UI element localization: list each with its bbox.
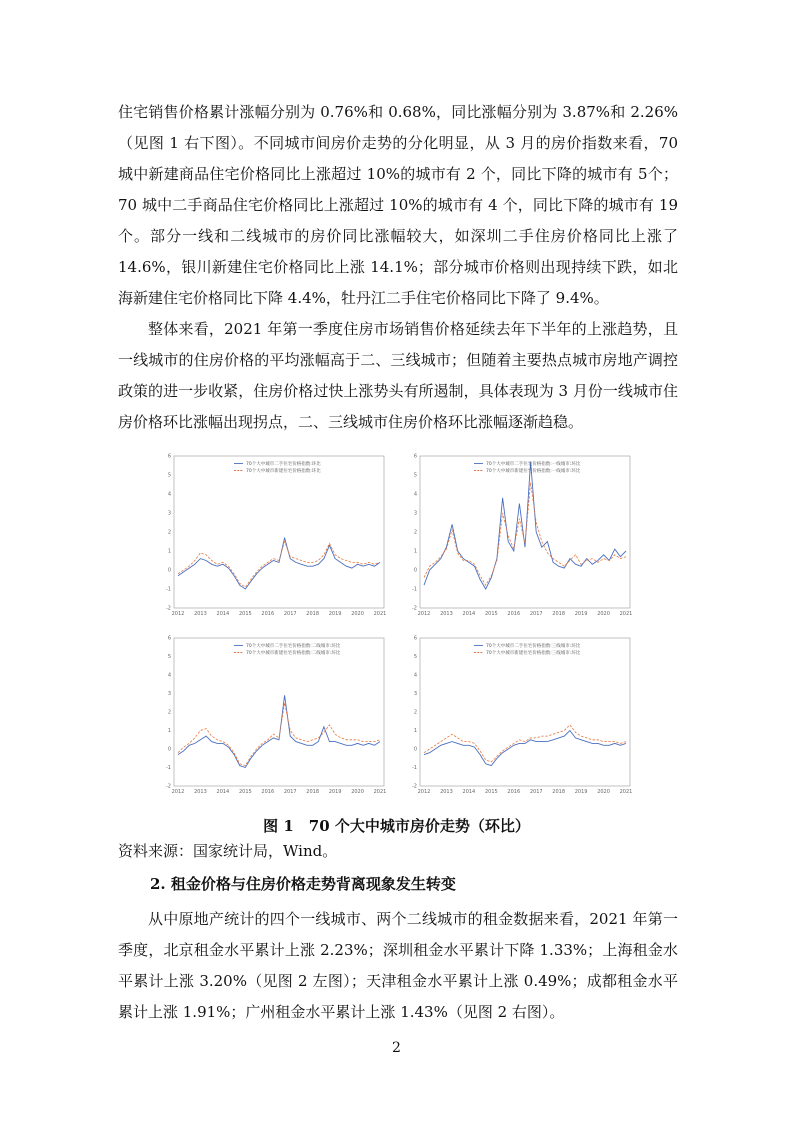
y-tick-label: 2 — [167, 709, 171, 716]
y-tick-label: -2 — [166, 605, 171, 612]
x-tick-label: 2016 — [507, 611, 521, 617]
x-tick-label: 2020 — [597, 789, 610, 795]
chart-panel-bottom-left — [166, 636, 386, 795]
x-tick-label: 2018 — [306, 789, 320, 795]
paragraph-1 — [118, 97, 678, 314]
y-tick-label: 1 — [413, 728, 417, 735]
figure-source: 资料来源：国家统计局，Wind。 — [118, 842, 338, 860]
y-tick-label: 6 — [413, 635, 417, 642]
y-tick-label: 0 — [167, 567, 171, 574]
y-tick-label: 6 — [167, 453, 171, 460]
series-line-secondhand — [178, 538, 380, 589]
paragraph-2-text: 整体来看，2021 年第一季度住房市场销售价格延续去年下半年的上涨趋势，且一线城市的住房价格的平均涨幅高于二、三线城市；但随着主要热点城市房地产调控政策的进一步收紧，住房价格过快上涨势头有所遏制，具体表现为 3 月份一线城市住房价格环比涨幅出现拐点，二、三线城市住房价格环比涨幅逐渐趋稳。 — [118, 320, 678, 431]
x-tick-label: 2013 — [194, 789, 207, 795]
figure-1 — [150, 446, 640, 808]
x-tick-label: 2015 — [484, 789, 498, 795]
y-tick-label: -1 — [166, 586, 171, 593]
legend-label: 70个大中城市二手住宅价格指数:一线城市:环比 — [486, 462, 581, 467]
x-tick-label: 2017 — [529, 611, 543, 617]
series-line-new — [178, 542, 380, 588]
x-tick-label: 2020 — [351, 611, 364, 617]
x-tick-label: 2015 — [238, 789, 252, 795]
legend-label: 70个大中城市二手住宅价格指数:二线城市:环比 — [246, 644, 341, 649]
y-tick-label: 6 — [413, 453, 417, 460]
y-tick-label: 3 — [413, 691, 417, 698]
y-tick-label: 4 — [413, 672, 417, 679]
y-tick-label: 4 — [413, 491, 417, 498]
chart-panel-top-left — [166, 454, 386, 617]
y-tick-label: 0 — [167, 746, 171, 753]
y-tick-label: 1 — [167, 728, 171, 735]
x-tick-label: 2018 — [552, 611, 566, 617]
y-tick-label: 5 — [413, 654, 417, 661]
paragraph-3 — [118, 904, 678, 1028]
legend-label: 70个大中城市二手住宅价格指数:三线城市:环比 — [486, 644, 581, 649]
x-tick-label: 2012 — [171, 611, 185, 617]
paragraph-2 — [118, 314, 678, 438]
x-tick-label: 2021 — [373, 789, 387, 795]
y-tick-label: 4 — [167, 672, 171, 679]
y-tick-label: 4 — [167, 491, 171, 498]
x-tick-label: 2019 — [328, 611, 342, 617]
y-tick-label: 2 — [167, 529, 171, 536]
x-tick-label: 2012 — [171, 789, 185, 795]
x-tick-label: 2018 — [306, 611, 320, 617]
x-tick-label: 2013 — [440, 789, 453, 795]
x-tick-label: 2020 — [597, 611, 610, 617]
legend-label: 70个大中城市新建住宅价格指数:二线城市:环比 — [246, 651, 341, 656]
y-tick-label: 5 — [167, 472, 171, 479]
x-tick-label: 2014 — [462, 611, 476, 617]
y-tick-label: 2 — [413, 709, 417, 716]
x-tick-label: 2013 — [194, 611, 207, 617]
y-tick-label: 3 — [167, 691, 171, 698]
figure-1-charts — [150, 446, 640, 808]
figure-caption: 图 1 70 个大中城市房价走势（环比） — [263, 817, 530, 835]
paragraph-1-text: 住宅销售价格累计涨幅分别为 0.76%和 0.68%，同比涨幅分别为 3.87%和 2.26%（见图 1 右下图）。不同城市间房价走势的分化明显，从 3 月的房价指数来看，70 城中新建商品住宅价格同比上涨超过 10%的城市有 2 个，同比下降的城市有 5个；70 城中二手商品住宅价格同比上涨超过 10%的城市有 4 个，同比下降的城市有 19 个。部分一线和二线城市的房价同比涨幅较大，如深圳二手住房价格同比上涨了 14.6%，银川新建住宅价格同比上涨 14.1%；部分城市价格则出现持续下跌，如北海新建住宅价格同比下降 4.4%，牡丹江二手住宅价格同比下降了 9.4%。 — [118, 103, 678, 307]
x-tick-label: 2020 — [351, 789, 364, 795]
x-tick-label: 2017 — [529, 789, 543, 795]
legend-label: 70个大中城市新建住宅价格指数:一线城市:环比 — [486, 469, 581, 474]
x-tick-label: 2014 — [216, 789, 230, 795]
y-tick-label: 5 — [413, 472, 417, 479]
legend-label: 70个大中城市新建住宅价格指数:环比 — [246, 469, 321, 474]
y-tick-label: 6 — [167, 635, 171, 642]
legend-label: 70个大中城市新建住宅价格指数:三线城市:环比 — [486, 651, 581, 656]
x-tick-label: 2014 — [462, 789, 476, 795]
page-number: 2 — [392, 1040, 401, 1056]
x-tick-label: 2015 — [238, 611, 252, 617]
x-tick-label: 2012 — [417, 611, 431, 617]
y-tick-label: 3 — [413, 510, 417, 517]
series-line-secondhand — [424, 462, 626, 589]
x-tick-label: 2017 — [283, 789, 297, 795]
y-tick-label: -2 — [412, 783, 417, 790]
x-tick-label: 2021 — [619, 789, 633, 795]
chart-panel-bottom-right — [412, 636, 632, 795]
x-tick-label: 2016 — [261, 789, 275, 795]
paragraph-3-text: 从中原地产统计的四个一线城市、两个二线城市的租金数据来看，2021 年第一季度，北京租金水平累计上涨 2.23%；深圳租金水平累计下降 1.33%；上海租金水平累计上涨 3.20%（见图 2 左图）；天津租金水平累计上涨 0.49%；成都租金水平累计上涨 1.91%；广州租金水平累计上涨 1.43%（见图 2 右图）。 — [118, 910, 678, 1021]
series-line-new — [178, 703, 380, 766]
x-tick-label: 2018 — [552, 789, 566, 795]
x-tick-label: 2021 — [619, 611, 633, 617]
plot-frame — [174, 638, 384, 786]
chart-panel-top-right — [412, 454, 632, 617]
y-tick-label: 0 — [413, 746, 417, 753]
y-tick-label: 5 — [167, 654, 171, 661]
section-heading: 2. 租金价格与住房价格走势背离现象发生转变 — [150, 875, 456, 893]
x-tick-label: 2021 — [373, 611, 387, 617]
legend-label: 70个大中城市二手住宅价格指数:环比 — [246, 462, 321, 467]
x-tick-label: 2016 — [261, 611, 275, 617]
x-tick-label: 2014 — [216, 611, 230, 617]
x-tick-label: 2019 — [574, 611, 588, 617]
y-tick-label: -1 — [412, 586, 417, 593]
plot-frame — [420, 638, 630, 786]
y-tick-label: 0 — [413, 567, 417, 574]
y-tick-label: -2 — [412, 605, 417, 612]
y-tick-label: 3 — [167, 510, 171, 517]
x-tick-label: 2017 — [283, 611, 297, 617]
y-tick-label: -1 — [166, 765, 171, 772]
plot-frame — [420, 456, 630, 608]
y-tick-label: 1 — [167, 548, 171, 555]
y-tick-label: -2 — [166, 783, 171, 790]
x-tick-label: 2013 — [440, 611, 453, 617]
x-tick-label: 2015 — [484, 611, 498, 617]
y-tick-label: -1 — [412, 765, 417, 772]
x-tick-label: 2019 — [328, 789, 342, 795]
x-tick-label: 2019 — [574, 789, 588, 795]
y-tick-label: 1 — [413, 548, 417, 555]
x-tick-label: 2016 — [507, 789, 521, 795]
x-tick-label: 2012 — [417, 789, 431, 795]
plot-frame — [174, 456, 384, 608]
y-tick-label: 2 — [413, 529, 417, 536]
